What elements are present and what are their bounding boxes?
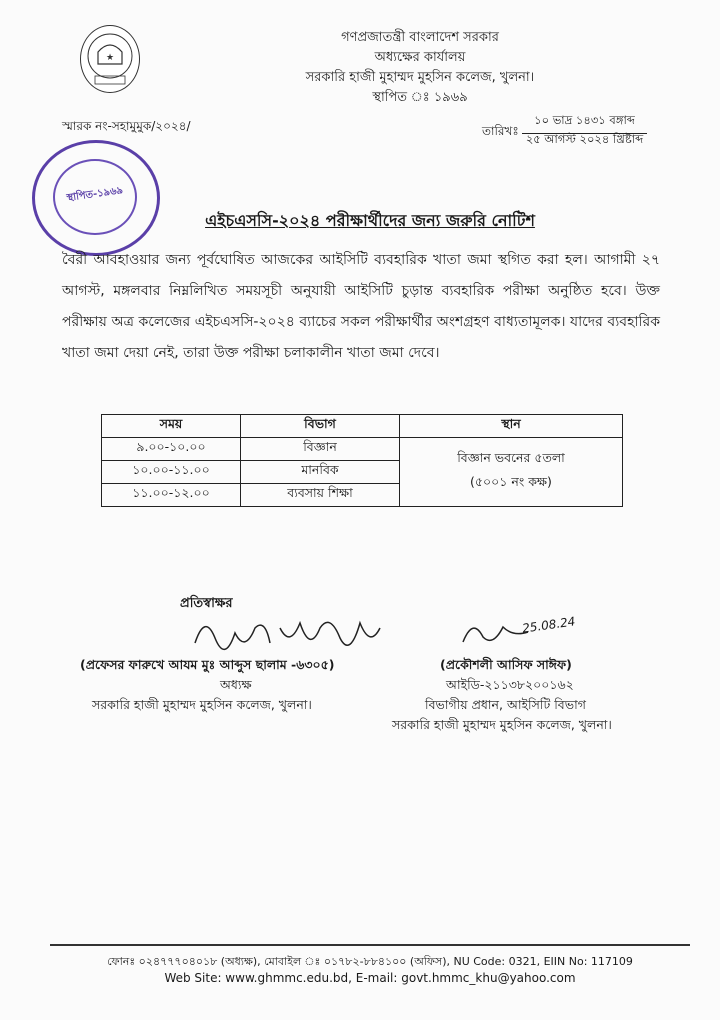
countersign-label: প্রতিস্বাক্ষর — [180, 596, 233, 611]
table-row — [102, 438, 623, 461]
cell-time: ৯.০০-১০.০০ — [102, 438, 241, 461]
head-name: (প্রকৌশলী আসিফ সাঈফ) — [440, 657, 572, 672]
college-seal — [32, 140, 160, 256]
footer-web: Web Site: www.ghmmc.edu.bd, E-mail: govt.hmmc_khu@yahoo.com — [164, 971, 576, 985]
head-title: বিভাগীয় প্রধান, আইসিটি বিভাগ — [425, 697, 586, 712]
schedule-table — [101, 414, 623, 507]
header-time: সময় — [102, 415, 241, 438]
header-venue: স্থান — [400, 415, 623, 438]
footer-divider — [50, 944, 690, 946]
head-id: আইডি-২১১৩৮২০০১৬২ — [446, 677, 574, 692]
college-logo — [80, 25, 140, 93]
cell-venue — [400, 438, 623, 507]
govt-name: গণপ্রজাতন্ত্রী বাংলাদেশ সরকার — [341, 30, 499, 45]
cell-department: ব্যবসায় শিক্ষা — [241, 484, 400, 507]
signature-date: 25.08.24 — [521, 614, 577, 636]
date-bangla: ১০ ভাদ্র ১৪৩১ বঙ্গাব্দ — [522, 112, 647, 134]
table-header-row — [102, 415, 623, 438]
date-english: ২৫ আগস্ট ২০২৪ খ্রিষ্টাব্দ — [525, 132, 644, 146]
venue-line-2: (৫০০১ নং কক্ষ) — [470, 474, 552, 489]
notice-title: এইচএসসি-২০২৪ পরীক্ষার্থীদের জন্য জরুরি নোটিশ — [205, 211, 535, 230]
cell-time: ১০.০০-১১.০০ — [102, 461, 241, 484]
svg-text:★: ★ — [105, 53, 115, 63]
header-department: বিভাগ — [241, 415, 400, 438]
footer-contact: ফোনঃ ০২৪৭৭৭০৪০১৮ (অধ্যক্ষ), মোবাইল ঃ ০১৭৮২-৮৮৪১০০ (অফিস), NU Code: 0321, EIIN No: 117109 — [107, 955, 633, 968]
principal-org: সরকারি হাজী মুহাম্মদ মুহসিন কলেজ, খুলনা। — [92, 697, 312, 712]
principal-title: অধ্যক্ষ — [220, 677, 252, 692]
established-text: স্থাপিত ঃ ১৯৬৯ — [372, 90, 468, 105]
college-name: সরকারি হাজী মুহাম্মদ মুহসিন কলেজ, খুলনা। — [305, 70, 535, 85]
cell-department: মানবিক — [241, 461, 400, 484]
office-name: অধ্যক্ষের কার্যালয় — [374, 50, 466, 65]
notice-body: বৈরী আবহাওয়ার জন্য পূর্বঘোষিত আজকের আইসিটি ব্যবহারিক খাতা জমা স্থগিত করা হল। আগামী ২৭ আগস্ট, মঙ্গলবার নিম্নলিখিত সময়সূচী অনুযায়ী আইসিটি চুড়ান্ত ব্যবহারিক পরীক্ষা অনুষ্ঠিত হবে। উক্ত পরীক্ষায় অত্র কলেজের এইচএসসি-২০২৪ ব্যাচের সকল পরীক্ষার্থীর অংশগ্রহণ বাধ্যতামূলক। যাদের ব্যবহারিক খাতা জমা দেয়া নেই, তারা উক্ত পরীক্ষা চলাকালীন খাতা জমা দেবে। — [62, 252, 661, 361]
venue-line-1: বিজ্ঞান ভবনের ৫তলা — [457, 450, 565, 465]
principal-name: (প্রফেসর ফারুখে আযম মুঃ আব্দুস ছালাম -৬৩০৫) — [80, 657, 335, 672]
reference-number: স্মারক নং-সহামুমুক/২০২৪/ — [62, 119, 191, 133]
date-label: তারিখঃ — [482, 124, 519, 138]
seal-text: স্থাপিত-১৯৬৯ — [65, 185, 124, 204]
cell-time: ১১.০০-১২.০০ — [102, 484, 241, 507]
cell-department: বিজ্ঞান — [241, 438, 400, 461]
head-org: সরকারি হাজী মুহাম্মদ মুহসিন কলেজ, খুলনা। — [392, 717, 612, 732]
